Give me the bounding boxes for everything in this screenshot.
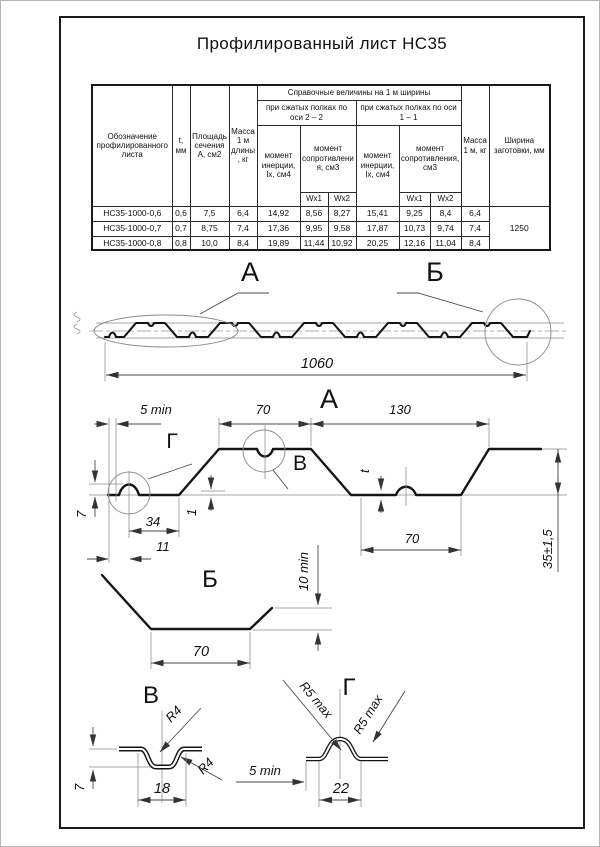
callout-g-label: Г — [166, 430, 178, 453]
callout-b-leader — [397, 293, 483, 312]
table-cell: 7,4 — [229, 221, 257, 236]
step-dim: 1 — [184, 508, 199, 516]
detail-v-circle — [243, 430, 285, 472]
engineering-drawing — [1, 1, 600, 847]
table-cell: 8,27 — [328, 206, 356, 221]
table-cell: 10,73 — [399, 221, 430, 236]
b-bottom-width-dim: 70 — [192, 644, 210, 660]
table-cell: 8,75 — [190, 221, 229, 236]
edge-overlap-dim: 5 min — [140, 402, 172, 417]
table-cell: 14,92 — [257, 206, 300, 221]
table-cell: 10,0 — [190, 236, 229, 250]
groove-depth-dim: 7 — [72, 783, 87, 791]
group-header-axis-1-1: при сжатых полках по оси 1 – 1 — [356, 100, 461, 125]
bump-offset-dim: 34 — [145, 514, 161, 529]
col-header-wx1: Wx1 — [300, 192, 328, 206]
table-cell: 7,5 — [190, 206, 229, 221]
section-a-view — [74, 384, 567, 572]
overview-profile-outline — [105, 323, 530, 337]
callout-v-leader — [273, 470, 288, 489]
col-header-mass: Масса 1 м, кг — [461, 85, 489, 206]
col-header-wx2: Wx2 — [430, 192, 461, 206]
section-a-profile-outline — [108, 449, 541, 495]
col-header-inertia-1-1: момент инерции, Ix, см4 — [356, 125, 399, 206]
section-g-view — [236, 674, 405, 807]
col-header-wx2: Wx2 — [328, 192, 356, 206]
valley-width-dim: 70 — [404, 531, 420, 546]
thickness-dim: t — [357, 469, 372, 473]
col-header-blank-width: Ширина заготовки, мм — [489, 85, 550, 206]
table-cell: 9,25 — [399, 206, 430, 221]
section-b-view — [102, 545, 332, 669]
table-cell: 0,7 — [172, 221, 190, 236]
profile-height-dim: 35±1,5 — [540, 529, 555, 569]
table-cell: НС35-1000-0,6 — [92, 206, 172, 221]
group-header-axis-2-2: при сжатых полках по оси 2 – 2 — [257, 100, 356, 125]
groove-width-dim: 18 — [153, 781, 171, 797]
table-cell: 8,56 — [300, 206, 328, 221]
table-cell: 8,4 — [430, 206, 461, 221]
section-a-title: А — [319, 384, 339, 414]
callout-v-label: В — [292, 452, 308, 475]
col-header-resistance-1-1: момент сопротивления, см3 — [399, 125, 461, 192]
col-header-area: Площадь сечения А, см2 — [190, 85, 229, 206]
table-cell-blank-width: 1250 — [489, 206, 550, 250]
section-v-view — [72, 682, 222, 807]
detail-b-circle — [485, 299, 551, 365]
r5-left-dim: R5 max — [296, 678, 336, 721]
section-g-title: Г — [342, 674, 356, 701]
r5-right-dim: R5 max — [350, 692, 386, 737]
crest-width-dim: 70 — [255, 402, 271, 417]
table-cell: 20,25 — [356, 236, 399, 250]
col-header-mass-length: Масса 1 м длины, кг — [229, 85, 257, 206]
table-cell: 12,16 — [399, 236, 430, 250]
col-header-resistance-2-2: момент сопротивления, см3 — [300, 125, 356, 192]
table-cell: 15,41 — [356, 206, 399, 221]
section-b-title: Б — [202, 566, 218, 593]
section-v-title: В — [142, 682, 160, 709]
table-cell: 11,44 — [300, 236, 328, 250]
table-cell: НС35-1000-0,7 — [92, 221, 172, 236]
table-cell: НС35-1000-0,8 — [92, 236, 172, 250]
col-header-wx1: Wx1 — [399, 192, 430, 206]
callout-g-leader — [148, 464, 192, 479]
table-cell: 0,6 — [172, 206, 190, 221]
table-cell: 17,36 — [257, 221, 300, 236]
callout-a-label: А — [240, 257, 260, 287]
table-cell: 11,04 — [430, 236, 461, 250]
col-header-designation: Обозначение профилированного листа — [92, 85, 172, 206]
break-mark — [74, 312, 80, 334]
table-cell: 0,8 — [172, 236, 190, 250]
callout-a-leader — [200, 293, 269, 314]
table-cell: 8,4 — [461, 236, 489, 250]
span-header-reference-values: Справочные величины на 1 м ширины — [257, 85, 461, 100]
table-cell: 6,4 — [229, 206, 257, 221]
table-cell: 8,4 — [229, 236, 257, 250]
bump-height-dim: 7 — [74, 510, 89, 518]
overall-length-dim: 1060 — [300, 356, 334, 372]
r4-inner-dim: R4 — [162, 702, 185, 726]
table-cell: 19,89 — [257, 236, 300, 250]
callout-b-label: Б — [426, 257, 444, 287]
g-edge-dim: 5 min — [249, 763, 281, 778]
table-cell: 9,74 — [430, 221, 461, 236]
bump-width-dim: 22 — [332, 781, 350, 797]
col-header-inertia-2-2: момент инерции, Ix, см4 — [257, 125, 300, 206]
table-cell: 17,87 — [356, 221, 399, 236]
table-cell: 10,92 — [328, 236, 356, 250]
table-cell: 6,4 — [461, 206, 489, 221]
col-header-thickness: t, мм — [172, 85, 190, 206]
table-cell: 9,58 — [328, 221, 356, 236]
page-title: Профилированный лист НС35 — [196, 34, 448, 53]
section-b-profile-outline — [102, 575, 272, 629]
r4-outer-dim: R4 — [194, 754, 217, 778]
pitch-dim: 130 — [389, 402, 411, 417]
overview-profile-view — [74, 257, 567, 381]
b-overlap-height-dim: 10 min — [296, 551, 311, 591]
edge-to-bump-dim: 11 — [156, 539, 170, 554]
table-cell: 7,4 — [461, 221, 489, 236]
table-cell: 9,95 — [300, 221, 328, 236]
